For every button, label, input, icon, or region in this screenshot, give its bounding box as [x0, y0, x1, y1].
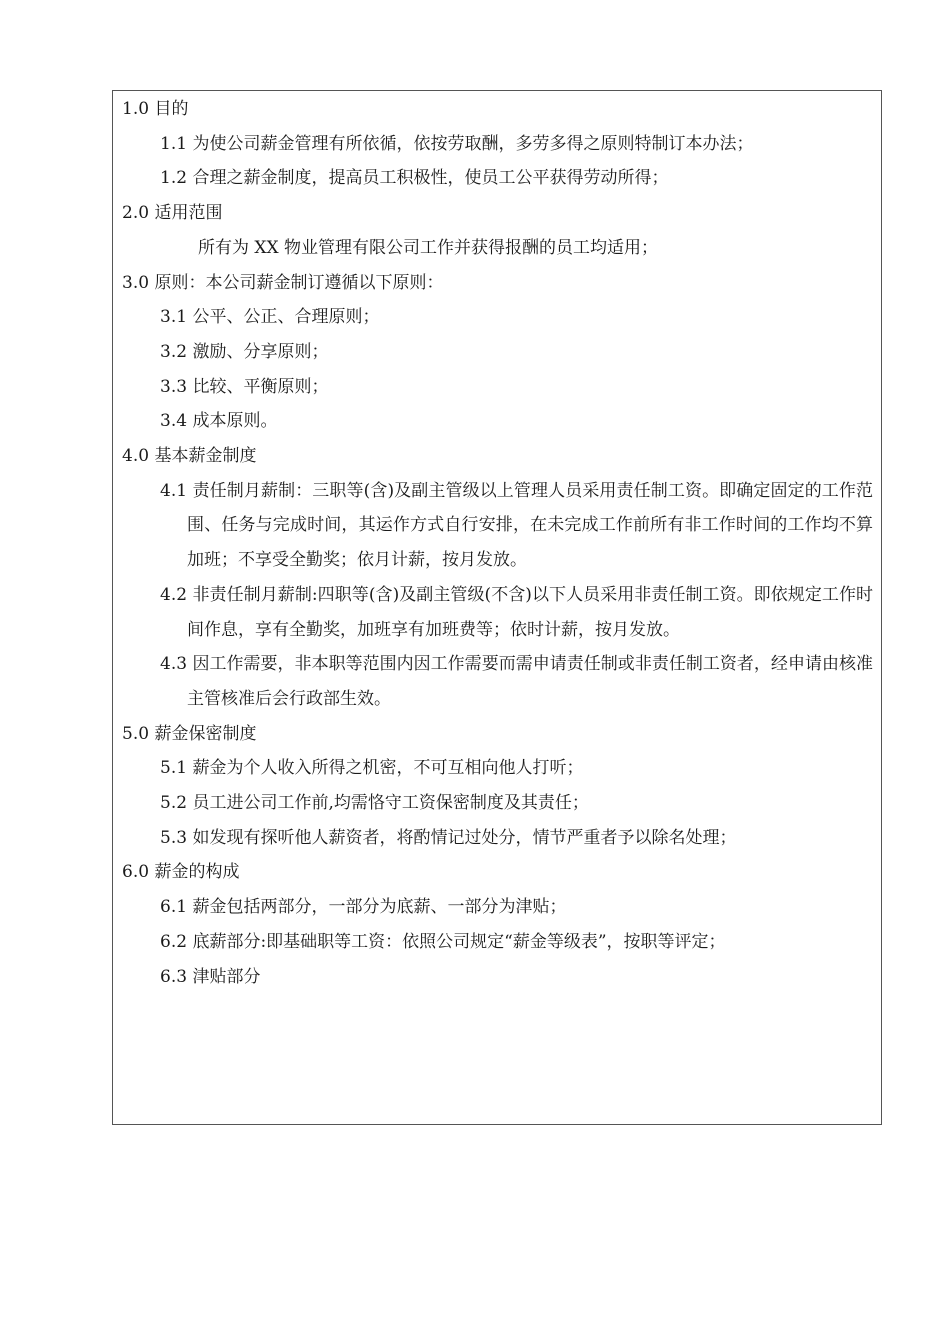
item-number: 4.2 [160, 584, 188, 605]
section-heading: 3.0 原则：本公司薪金制订遵循以下原则： [122, 272, 444, 293]
item-text-content: 非责任制月薪制:四职等(含)及副主管级(不含)以下人员采用非责任制工资。即依规定工作时间作息，享有全勤奖，加班享有加班费等；依时计薪，按月发放。 [187, 584, 873, 640]
item-number: 3.3 [160, 376, 188, 397]
list-item [122, 786, 873, 821]
item-text [187, 300, 873, 335]
item-text-content: 员工进公司工作前,均需恪守工资保密制度及其责任； [192, 793, 589, 814]
item-text-content: 比较、平衡原则； [192, 376, 329, 397]
list-item [122, 404, 873, 439]
item-text [187, 751, 873, 786]
item-number: 5.3 [160, 827, 188, 848]
item-text-content: 底薪部分:即基础职等工资：依照公司规定“薪金等级表”，按职等评定； [192, 931, 726, 952]
item-text [187, 404, 873, 439]
item-text [187, 335, 873, 370]
document-body [122, 92, 873, 994]
item-number: 3.1 [160, 307, 188, 328]
item-text-content: 津贴部分 [192, 966, 261, 987]
list-item [122, 925, 873, 960]
section-heading: 5.0 薪金保密制度 [122, 723, 257, 744]
item-text [187, 960, 873, 995]
item-number: 3.2 [160, 341, 188, 362]
list-item [122, 647, 873, 716]
list-item [122, 890, 873, 925]
item-number: 6.1 [160, 897, 188, 918]
list-item [122, 335, 873, 370]
item-text [187, 786, 873, 821]
section-heading: 6.0 薪金的构成 [122, 862, 240, 883]
document-frame [112, 90, 882, 1125]
item-text [187, 821, 873, 856]
section-heading: 1.0 目的 [122, 99, 189, 119]
item-number: 4.1 [160, 480, 188, 501]
item-text-content: 公平、公正、合理原则； [192, 307, 380, 328]
item-number: 6.3 [160, 966, 188, 987]
item-text [187, 161, 873, 196]
item-text [187, 890, 873, 925]
list-item [122, 751, 873, 786]
item-text [187, 370, 873, 405]
item-text-content: 薪金为个人收入所得之机密，不可互相向他人打听； [192, 758, 584, 779]
list-item [122, 474, 873, 578]
list-item [122, 960, 873, 995]
list-item [122, 300, 873, 335]
item-text-content: 薪金包括两部分，一部分为底薪、一部分为津贴； [192, 897, 567, 918]
item-number: 6.2 [160, 931, 188, 952]
item-text [187, 474, 873, 578]
list-item [122, 127, 873, 162]
item-text-content: 责任制月薪制：三职等(含)及副主管级以上管理人员采用责任制工资。即确定固定的工作范围、任务与完成时间，其运作方式自行安排，在未完成工作前所有非工作时间的工作均不算加班；不享受全勤奖；依月计薪，按月发放。 [187, 480, 874, 571]
item-number: 1.1 [160, 133, 188, 154]
item-text-content: 如发现有探听他人薪资者，将酌情记过处分，情节严重者予以除名处理； [192, 827, 737, 848]
list-item [122, 578, 873, 647]
item-text [187, 647, 873, 716]
section-paragraph: 所有为 XX 物业管理有限公司工作并获得报酬的员工均适用； [198, 237, 659, 258]
item-number: 5.2 [160, 793, 188, 814]
section-heading: 2.0 适用范围 [122, 203, 223, 224]
item-text-content: 为使公司薪金管理有所依循，依按劳取酬，多劳多得之原则特制订本办法； [192, 133, 754, 154]
item-text-content: 因工作需要，非本职等范围内因工作需要而需申请责任制或非责任制工资者，经申请由核准主管核准后会行政部生效。 [187, 654, 874, 709]
item-text [187, 925, 873, 960]
item-number: 3.4 [160, 411, 188, 432]
list-item [122, 821, 873, 856]
list-item [122, 370, 873, 405]
item-number: 1.2 [160, 168, 188, 189]
item-text [187, 127, 873, 162]
item-text-content: 激励、分享原则； [192, 341, 329, 362]
item-text-content: 合理之薪金制度，提高员工积极性，使员工公平获得劳动所得； [192, 168, 669, 189]
item-number: 5.1 [160, 758, 188, 779]
item-text-content: 成本原则。 [192, 411, 278, 432]
item-text [187, 578, 873, 647]
item-number: 4.3 [160, 654, 188, 675]
list-item [122, 161, 873, 196]
section-heading: 4.0 基本薪金制度 [122, 446, 257, 467]
